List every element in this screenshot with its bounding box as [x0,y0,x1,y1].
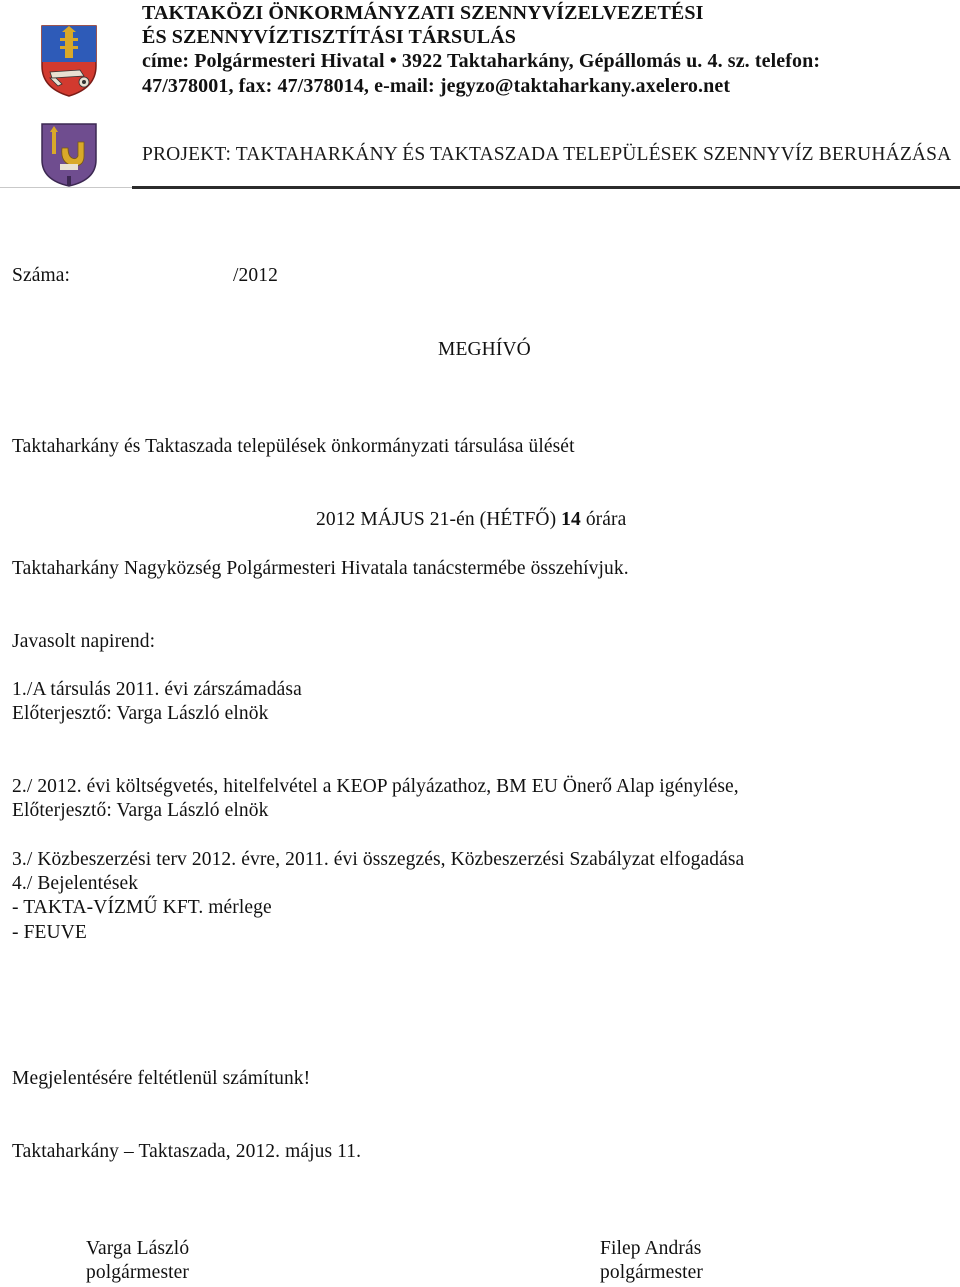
coat-of-arms-taktaharkany-icon [38,22,100,98]
agenda-item-4: 4./ Bejelentések [12,873,139,894]
signature-2-title: polgármester [600,1262,703,1283]
document-number-value: /2012 [233,265,278,286]
signature-1-name: Varga László [86,1238,190,1259]
meeting-date: 2012 MÁJUS 21-én (HÉTFŐ) [316,509,562,530]
document-number-label: Száma: [12,265,70,286]
closing-line: Megjelentésére feltétlenül számítunk! [12,1068,311,1089]
agenda-item-2-presenter: Előterjesztő: Varga László elnök [12,800,269,821]
project-title: PROJEKT: TAKTAHARKÁNY ÉS TAKTASZADA TELEPÜLÉSEK SZENNYVÍZ BERUHÁZÁSA [142,144,952,165]
agenda-label: Javasolt napirend: [12,631,156,652]
coat-of-arms-taktaszada-icon [38,120,100,188]
agenda-item-1-presenter: Előterjesztő: Varga László elnök [12,703,269,724]
document-title: MEGHÍVÓ [438,339,531,360]
org-address: címe: Polgármesteri Hivatal • 3922 Taktaharkány, Gépállomás u. 4. sz. telefon: [142,50,821,72]
agenda-item-1: 1./A társulás 2011. évi zárszámadása [12,679,302,700]
meeting-datetime [316,509,626,531]
org-name-line1: TAKTAKÖZI ÖNKORMÁNYZATI SZENNYVÍZELVEZETÉSI [142,2,704,24]
org-contact: 47/378001, fax: 47/378014, e-mail: jegyzo@taktaharkany.axelero.net [142,75,731,97]
date-place-line: Taktaharkány – Taktaszada, 2012. május 11. [12,1141,362,1162]
meeting-hour: 14 [561,509,581,530]
signature-2-name: Filep András [600,1238,702,1259]
signature-1-title: polgármester [86,1262,189,1283]
meeting-place: Taktaharkány Nagyközség Polgármesteri Hivatala tanácstermébe összehívjuk. [12,558,629,579]
meeting-hour-suffix: órára [580,509,627,530]
invitation-line: Taktaharkány és Taktaszada települések önkormányzati társulása ülését [12,436,575,457]
agenda-item-3: 3./ Közbeszerzési terv 2012. évre, 2011. évi összegzés, Közbeszerzési Szabályzat elfogadása [12,849,745,870]
agenda-item-4-sub-2: - FEUVE [12,922,87,943]
header-divider [132,186,960,189]
org-name-line2: ÉS SZENNYVÍZTISZTÍTÁSI TÁRSULÁS [142,26,516,48]
header-divider-left [0,187,132,188]
agenda-item-4-sub-1: - TAKTA-VÍZMŰ KFT. mérlege [12,897,272,918]
agenda-item-2: 2./ 2012. évi költségvetés, hitelfelvétel a KEOP pályázathoz, BM EU Önerő Alap igénylése, [12,776,739,797]
